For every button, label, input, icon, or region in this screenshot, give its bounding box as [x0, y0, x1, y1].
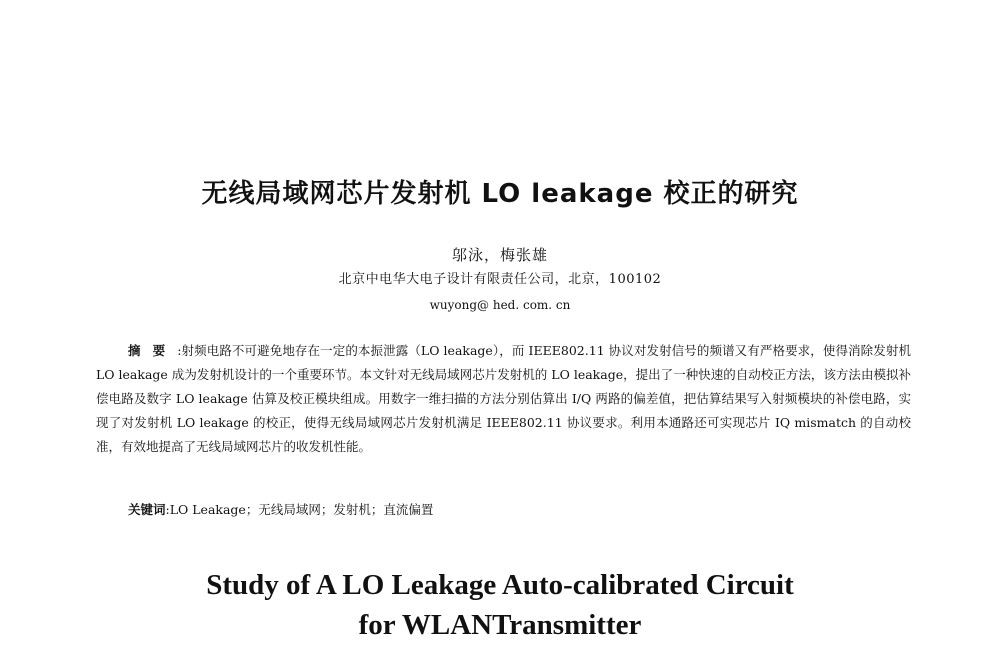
keywords-label: 关键词	[128, 502, 166, 517]
keywords-colon: :	[165, 502, 170, 517]
keywords-text: LO Leakage；无线局域网；发射机；直流偏置	[169, 502, 434, 517]
abstract-colon: :	[177, 343, 182, 358]
author-email: wuyong@ hed. com. cn	[429, 298, 571, 312]
english-title-line-2: for WLANTransmitter	[358, 609, 642, 641]
chinese-title: 无线局域网芯片发射机 LO leakage 校正的研究	[201, 179, 799, 209]
english-title	[0, 565, 1000, 645]
abstract-label: 摘要	[128, 343, 178, 358]
abstract	[96, 339, 911, 459]
authors: 邬泳，梅张雄	[451, 246, 548, 264]
abstract-text: 射频电路不可避免地存在一定的本振泄露（LO leakage），而 IEEE802.11 协议对发射信号的频谱又有严格要求，使得消除发射机 LO leakage 成为发射机设计的一个重要环节。本文针对无线局域网芯片发射机的 LO leakage，提出了一种快速的自动校正方法，该方法由模拟补偿电路及数字 LO leakage 估算及校正模块组成。用数字一维扫描的方法分别估算出 I/Q 两路的偏差值，把估算结果写入射频模块的补偿电路，实现了对发射机 LO leakage 的校正，使得无线局域网芯片发射机满足 IEEE802.11 协议要求。利用本通路还可实现芯片 IQ mismatch 的自动校准，有效地提高了无线局域网芯片的收发机性能。	[96, 343, 911, 454]
keywords	[96, 499, 911, 521]
english-title-line-1: Study of A LO Leakage Auto-calibrated Circuit	[206, 569, 794, 601]
affiliation: 北京中电华大电子设计有限责任公司，北京，100102	[338, 272, 662, 287]
